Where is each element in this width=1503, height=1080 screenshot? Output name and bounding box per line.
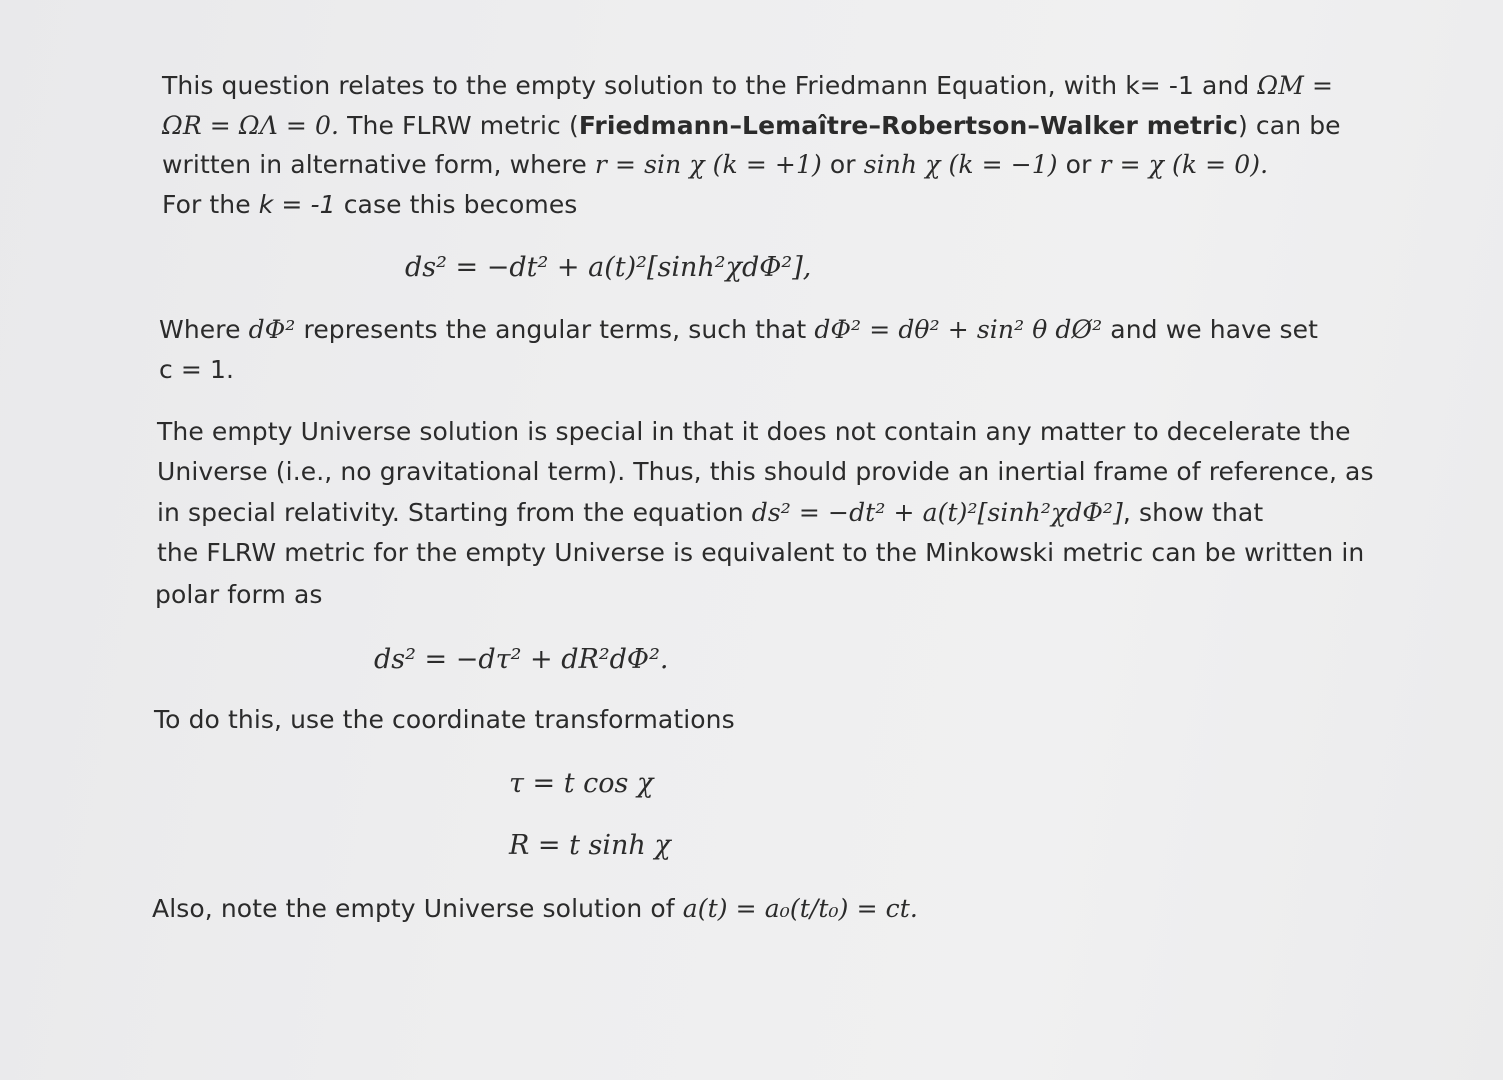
text: or: [821, 150, 864, 179]
paragraph-1-line-4: [162, 187, 577, 223]
text: or: [1057, 150, 1100, 179]
text: Also, note the empty Universe solution of: [152, 894, 683, 923]
text: The empty Universe solution is special in that it does not contain any matter to decelerate the: [157, 417, 1351, 446]
text: For the: [162, 190, 259, 219]
text: Universe (i.e., no gravitational term). Thus, this should provide an inertial frame of reference, as: [157, 457, 1374, 486]
text: , show that: [1122, 498, 1264, 527]
math-dphi: dΦ²: [248, 315, 296, 344]
math-r-sin: r = sin χ (k = +1): [594, 150, 822, 179]
text: case this becomes: [335, 190, 578, 219]
equation-tau: τ = t cos χ: [509, 768, 654, 799]
text: the FLRW metric for the empty Universe is equivalent to the Minkowski metric can be written in: [157, 538, 1365, 567]
math-sinh: sinh χ (k = −1): [863, 150, 1058, 179]
paragraph-3-line-5: [155, 577, 323, 613]
paragraph-3-line-2: [157, 454, 1374, 490]
paragraph-1-line-3: [162, 147, 1268, 183]
paragraph-3-line-4: [157, 535, 1364, 571]
text: and we have set: [1102, 315, 1319, 344]
math-flrw-metric: ds² = −dt² + a(t)²[sinh²χdΦ²]: [751, 498, 1123, 527]
text: c = 1.: [159, 355, 235, 384]
paragraph-5: [152, 891, 918, 927]
math-scale-factor: a(t) = a₀(t/t₀) = ct.: [682, 894, 918, 923]
k-value: k = -1: [258, 190, 336, 219]
equation-1: ds² = −dt² + a(t)²[sinh²χdΦ²],: [405, 252, 812, 283]
text: polar form as: [155, 580, 323, 609]
paragraph-1-line-1: [162, 68, 1333, 104]
paragraph-2-line-2: [159, 352, 234, 388]
text: represents the angular terms, such that: [295, 315, 815, 344]
text: This question relates to the empty solution to the Friedmann Equation, with k= -1 and: [162, 71, 1258, 100]
text: ) can be: [1238, 111, 1341, 140]
equation-r: R = t sinh χ: [509, 830, 671, 861]
text: written in alternative form, where: [162, 150, 595, 179]
paragraph-3-line-3: [157, 495, 1263, 531]
equation-2: ds² = −dτ² + dR²dΦ².: [374, 644, 669, 675]
text: To do this, use the coordinate transformations: [154, 705, 735, 734]
math-r-chi: r = χ (k = 0).: [1099, 150, 1269, 179]
text: The FLRW metric (: [339, 111, 579, 140]
bold-metric-name: Friedmann–Lemaître–Robertson–Walker metric: [578, 111, 1239, 140]
text: Where: [159, 315, 249, 344]
math-angular-terms: dΦ² = dθ² + sin² θ dØ²: [814, 315, 1103, 344]
math-omega-m: ΩM =: [1257, 71, 1334, 100]
math-omega-r-lambda: ΩR = ΩΛ = 0.: [162, 111, 340, 140]
paragraph-1-line-2: [162, 108, 1341, 144]
text: in special relativity. Starting from the equation: [157, 498, 752, 527]
paragraph-4: [154, 702, 735, 738]
paragraph-3-line-1: [157, 414, 1351, 450]
paragraph-2-line-1: [159, 312, 1318, 348]
